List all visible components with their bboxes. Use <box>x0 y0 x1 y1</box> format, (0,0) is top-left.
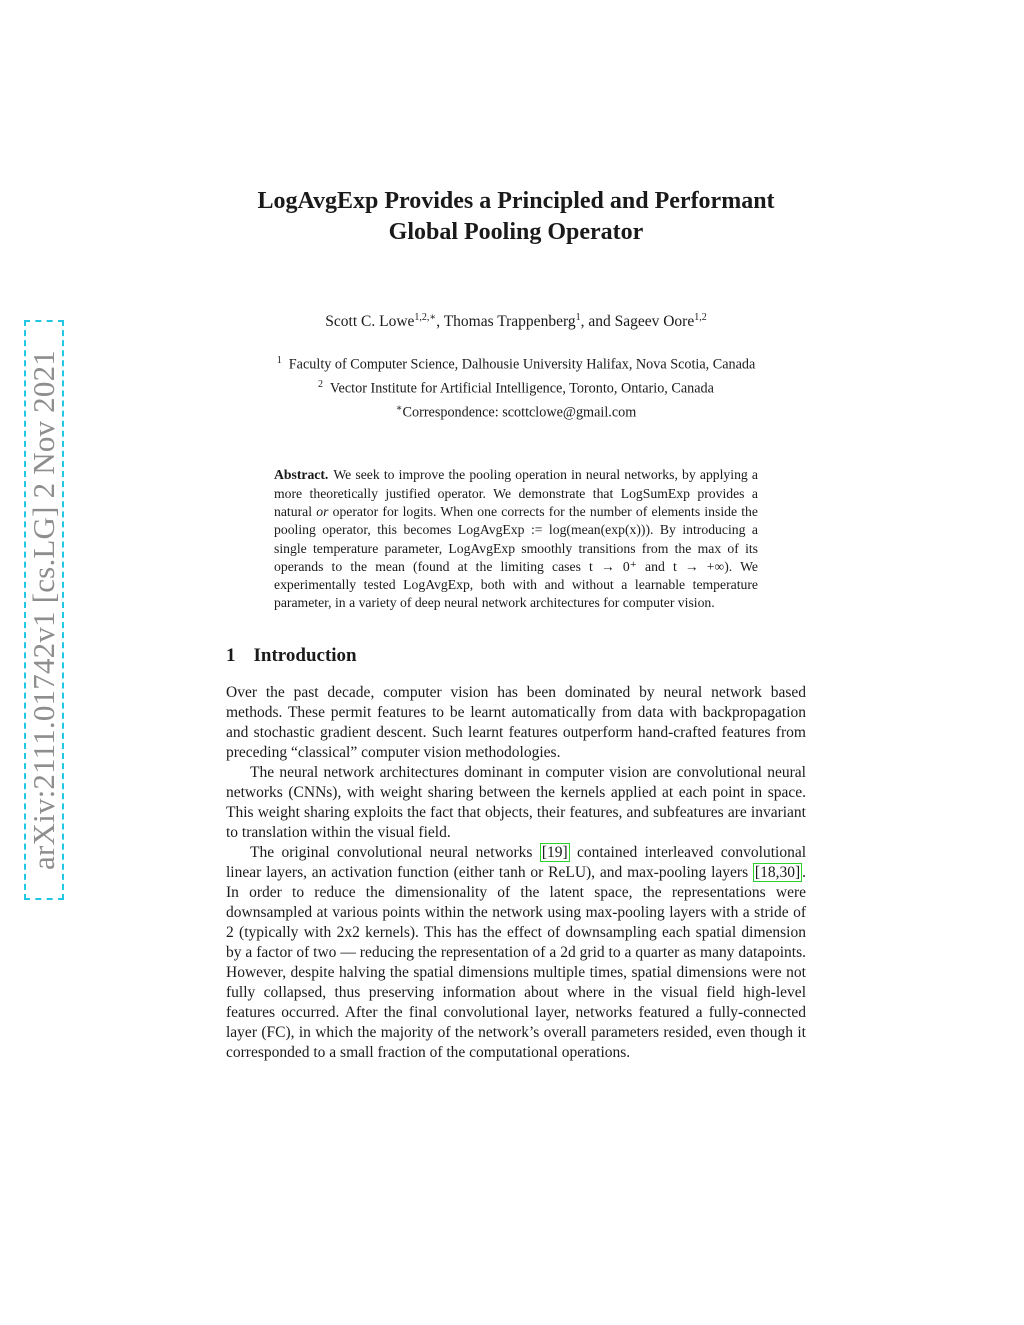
abstract-text-1: We seek to improve the pooling operation in neural networks, by applying a more theoretically justified operator. We demonstrate that LogSumExp provides a natural <box>274 467 758 519</box>
author-3-affil: 1,2 <box>694 312 707 323</box>
author-2: , Thomas Trappenberg <box>436 313 576 331</box>
author-2-affil: 1 <box>575 312 581 323</box>
paragraph-1: Over the past decade, computer vision has been dominated by neural network based methods. These permit features to be learnt automatically from data with backpropagation and stochastic gradient descent. Such learnt features outperform hand-crafted features from preceding “classical” computer vision methodologies. <box>226 683 806 761</box>
title-line-2: Global Pooling Operator <box>388 219 644 245</box>
paragraph-3: The original convolutional neural networks [19] contained interleaved convolutional linear layers, an activation function (either tanh or ReLU), and max-pooling layers [18,30] . In order to reduce the dimensionality of the latent space, the representations were downsampled at various points within the network using max-pooling layers with a stride of 2 (typically with 2x2 kernels). This has the effect of downsampling each spatial dimension by a factor of two — reducing the representation of a 2d grid to a quarter as many datapoints. However, despite halving the spatial dimensions multiple times, spatial dimensions were not fully collapsed, thus preserving information about where in the visual field high-level features occurred. After the final convolutional layer, networks featured a fully-connected layer (FC), in which the majority of the network’s overall parameters resided, even though it corresponded to a small fraction of the computational operations. <box>226 843 807 1061</box>
abstract-text-or: or <box>316 503 329 519</box>
section-heading <box>226 645 806 667</box>
paper-page <box>226 186 806 1063</box>
abstract-text-2: operator for logits. When one corrects for the number of elements inside the pooling operator, this becomes LogAvgExp := log(mean(exp(x))). By introducing a single temperature parameter, LogAvgExp smoothly transitions from the max of its operands to the mean (found at the limiting cases t → 0⁺ and t → +∞). We experimentally tested LogAvgExp, both with and without a learnable temperature parameter, in a variety of deep neural network architectures for computer vision. <box>274 503 758 611</box>
affiliation-1: $^1$ Faculty of Computer Science, Dalhousie University Halifax, Nova Scotia, Canada <box>276 355 756 373</box>
author-1: Scott C. Lowe <box>325 313 415 331</box>
section-number: 1 <box>226 644 236 666</box>
arxiv-identifier-stamp[interactable] <box>24 320 64 900</box>
citation-link-18-30[interactable]: [18,30] <box>754 863 801 881</box>
introduction-body <box>226 683 806 1063</box>
correspondence: ∗Correspondence: scottclowe@gmail.com <box>395 402 637 421</box>
author-3: , and Sageev Oore <box>580 313 695 331</box>
affiliation-2: $^2$ Vector Institute for Artificial Intelligence, Toronto, Ontario, Canada <box>318 378 714 397</box>
author-1-affil: 1,2,∗ <box>414 312 437 323</box>
section-title: Introduction <box>253 644 357 666</box>
paragraph-2: The neural network architectures dominant in computer vision are convolutional neural networks (CNNs), with weight sharing between the kernels applied at each point in space. This weight sharing exploits the fact that objects, their features, and subfeatures are invariant to translation within the visual field. <box>226 763 806 841</box>
paper-title <box>226 186 806 248</box>
affiliations <box>226 351 806 422</box>
abstract-label: Abstract. <box>274 467 329 483</box>
citation-link-19[interactable]: [19] <box>541 843 568 861</box>
arxiv-identifier-text: arXiv:2111.01742v1 [cs.LG] 2 Nov 2021 <box>26 350 62 870</box>
abstract <box>274 466 758 612</box>
author-list <box>226 312 806 331</box>
title-line-1: LogAvgExp Provides a Principled and Performant <box>257 188 775 214</box>
